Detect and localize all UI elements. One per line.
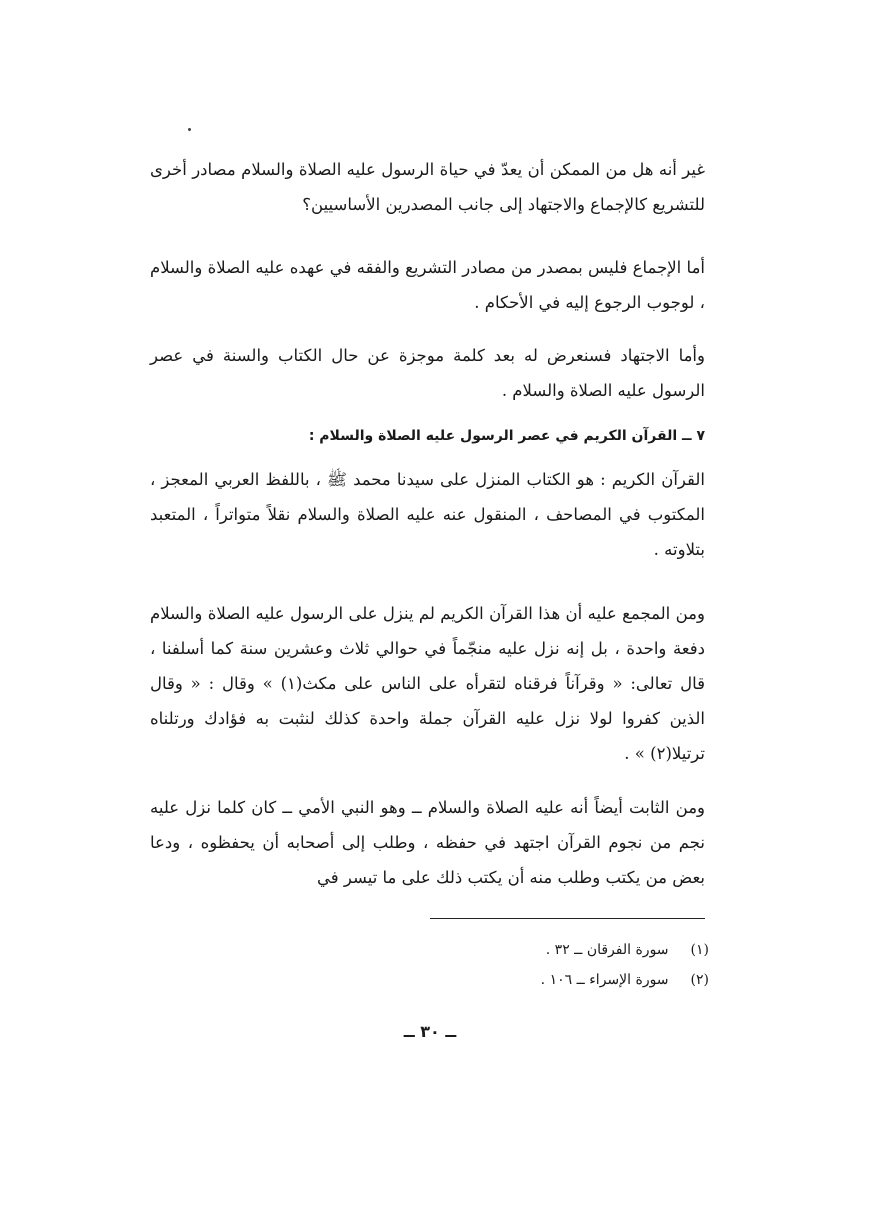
paragraph-text: القرآن الكريم : هو الكتاب المنزل على سيدنا محمد ﷺ ، باللفظ العربي المعجز ، المكتوب في المصاحف ، المنقول عنه عليه الصلاة والسلام نقلاً متواتراً ، المتعبد بتلاوته .	[150, 470, 705, 559]
footnote-number: (١)	[690, 942, 709, 958]
paragraph-5	[150, 596, 705, 771]
footnote-text: سورة الإسراء ــ ١٠٦ .	[540, 972, 669, 988]
footnote-separator	[430, 918, 705, 919]
paragraph-text: ومن الثابت أيضاً أنه عليه الصلاة والسلام ــ وهو النبي الأمي ــ كان كلما نزل عليه نجم من نجوم القرآن اجتهد في حفظه ، وطلب إلى أصحابه أن يحفظوه ، ودعا بعض من يكتب وطلب منه أن يكتب ذلك على ما تيسر في	[150, 798, 705, 887]
paragraph-2	[150, 250, 705, 320]
paragraph-3	[150, 338, 705, 408]
footnote-1	[309, 938, 709, 962]
margin-dot	[188, 128, 191, 131]
paragraph-text: ومن المجمع عليه أن هذا القرآن الكريم لم ينزل على الرسول عليه الصلاة والسلام دفعة واحدة ، بل إنه نزل عليه منجّماً في حوالي ثلاث وعشرين سنة كما أسلفنا ، قال تعالى: « وقرآناً فرقناه لتقرأه على الناس على مكث(١) » وقال : « وقال الذين كفروا لولا نزل عليه القرآن جملة واحدة كذلك لنثبت به فؤادك ورتلناه ترتيلا(٢) » .	[150, 604, 705, 763]
paragraph-1	[150, 152, 705, 222]
paragraph-4	[150, 462, 705, 567]
paragraph-text: وأما الاجتهاد فسنعرض له بعد كلمة موجزة عن حال الكتاب والسنة في عصر الرسول عليه الصلاة والسلام .	[150, 346, 705, 400]
footnote-text: سورة الفرقان ــ ٣٢ .	[545, 942, 669, 958]
footnote-2	[309, 968, 709, 992]
paragraph-6	[150, 790, 705, 895]
footnote-number: (٢)	[690, 972, 709, 988]
paragraph-text: أما الإجماع فليس بمصدر من مصادر التشريع والفقه في عهده عليه الصلاة والسلام ، لوجوب الرجوع إليه في الأحكام .	[150, 258, 705, 312]
section-heading: ٧ ــ القرآن الكريم في عصر الرسول عليه الصلاة والسلام :	[308, 428, 705, 444]
paragraph-text: غير أنه هل من الممكن أن يعدّ في حياة الرسول عليه الصلاة والسلام مصادر أخرى للتشريع كالإجماع والاجتهاد إلى جانب المصدرين الأساسيين؟	[150, 160, 705, 214]
page-number: ــ ٣٠ ــ	[403, 1022, 457, 1041]
